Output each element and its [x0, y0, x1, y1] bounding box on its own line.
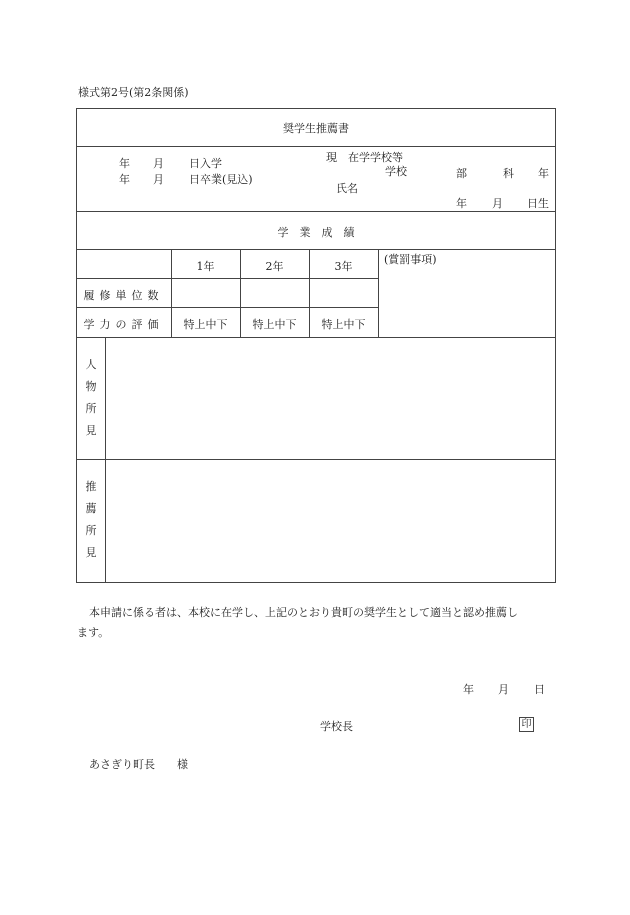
awards-label: (賞罰事項) [384, 253, 437, 266]
seal-mark: 印 [519, 717, 534, 732]
current-school-label: 現 在学学校等 [326, 151, 403, 164]
evaluation-label: 学力の評価 [83, 318, 164, 331]
evaluation-year-3: 特上中下 [321, 318, 366, 331]
recommendation-opinion-label: 推 薦 所 見 [85, 480, 97, 559]
school-label: 学校 [385, 165, 407, 178]
birth-month-label: 月 [492, 197, 503, 210]
date-day-label: 日 [534, 683, 545, 696]
grade-year-1: 1年 [196, 260, 215, 273]
enroll-year-label: 年 [119, 157, 130, 170]
date-month-label: 月 [498, 683, 509, 696]
grades-section-title: 学 業 成 績 [277, 226, 355, 239]
graduate-month-label: 月 [153, 173, 164, 186]
grade-year-2: 2年 [265, 260, 284, 273]
course-label: 科 [503, 167, 514, 180]
form-number: 様式第2号(第2条関係) [78, 86, 189, 99]
enroll-month-label: 月 [153, 157, 164, 170]
addressee: あさぎり町長 様 [89, 758, 188, 771]
grade-year-3: 3年 [334, 260, 353, 273]
credits-label: 履修単位数 [83, 289, 164, 302]
department-label: 部 [456, 167, 467, 180]
recommendation-statement: 本申請に係る者は、本校に在学し、上記のとおり貴町の奨学生として適当と認め推薦し [89, 606, 518, 619]
form-title: 奨学生推薦書 [283, 122, 349, 135]
graduate-label: 日卒業(見込) [189, 173, 253, 186]
personality-opinion-label: 人 物 所 見 [85, 358, 97, 437]
name-label: 氏名 [336, 182, 358, 195]
principal-label: 学校長 [320, 720, 353, 733]
date-year-label: 年 [463, 683, 474, 696]
birth-year-label: 年 [456, 197, 467, 210]
grade-year-label: 年 [538, 167, 549, 180]
birth-day-label: 日生 [527, 197, 549, 210]
evaluation-year-2: 特上中下 [252, 318, 297, 331]
graduate-year-label: 年 [119, 173, 130, 186]
enroll-label: 日入学 [189, 157, 222, 170]
evaluation-year-1: 特上中下 [183, 318, 228, 331]
recommendation-statement-cont: ます。 [77, 626, 110, 639]
